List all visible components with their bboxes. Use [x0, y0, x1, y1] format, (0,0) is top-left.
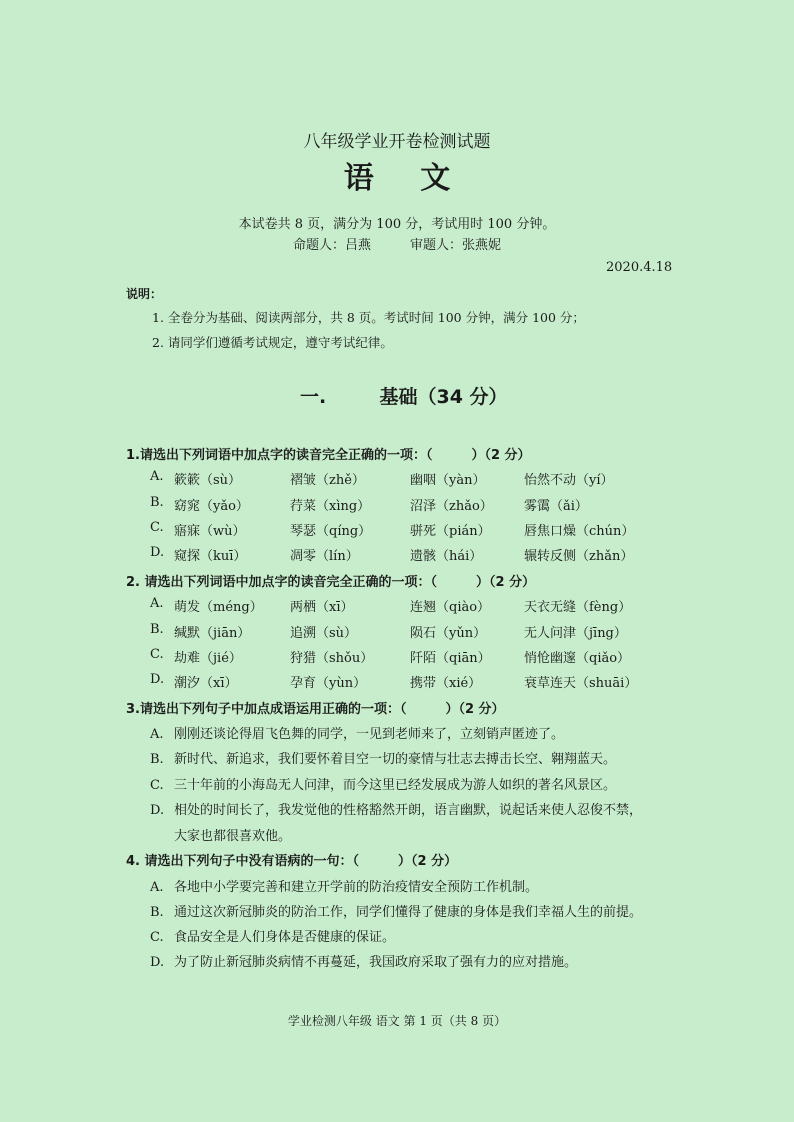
question-1-option-a: [150, 469, 670, 489]
option-item: 簌簌（sù）: [174, 473, 242, 488]
question-4-option-b: [150, 901, 642, 920]
question-4-option-a: [150, 876, 538, 895]
option-item: 无人问津（jīng）: [524, 626, 627, 641]
option-item: 唇焦口燥（chún）: [524, 524, 635, 539]
question-2-stem: 2. 请选出下列词语中加点字的读音完全正确的一项：（ ）（2 分）: [126, 575, 536, 590]
option-item: 怡然不动（yí）: [524, 473, 614, 488]
question-4-stem: 4. 请选出下列句子中没有语病的一句：（ ）（2 分）: [126, 854, 458, 869]
question-2-option-c: [150, 647, 670, 667]
option-item: 劫难（jié）: [174, 651, 242, 666]
option-item: 雾霭（ǎi）: [524, 499, 588, 514]
option-item: 追溯（sù）: [290, 626, 358, 641]
question-3-option-d: [150, 799, 642, 818]
exam-title: 语 文: [343, 161, 469, 196]
option-letter: D.: [150, 955, 165, 970]
exam-subtitle: 八年级学业开卷检测试题: [303, 132, 491, 152]
option-item: 窥探（kuī）: [174, 549, 247, 564]
option-item: 潮汐（xī）: [174, 676, 238, 691]
option-letter: A.: [150, 469, 164, 484]
question-2-option-d: [150, 672, 670, 692]
question-3-option-a: [150, 723, 564, 742]
option-item: 骈死（pián）: [410, 524, 491, 539]
option-letter: B.: [150, 622, 164, 637]
question-1-option-c: [150, 520, 670, 540]
option-item: 萌发（méng）: [174, 600, 263, 615]
question-3-option-c: [150, 774, 616, 793]
option-letter: D.: [150, 545, 165, 560]
page-footer: 学业检测八年级 语文 第 1 页（共 8 页）: [287, 1014, 507, 1028]
note-item-1: 1. 全卷分为基础、阅读两部分，共 8 页。考试时间 100 分钟，满分 100 分；: [152, 310, 585, 325]
option-letter: D.: [150, 672, 165, 687]
option-item: 荇菜（xìng）: [290, 499, 371, 514]
option-letter: C.: [150, 647, 164, 662]
option-letter: C.: [150, 520, 164, 535]
option-item: 遗骸（hái）: [410, 549, 483, 564]
notes-label: 说明：: [126, 287, 163, 301]
question-1-stem: 1.请选出下列词语中加点字的读音完全正确的一项：（ ）（2 分）: [126, 448, 531, 463]
option-letter: A.: [150, 727, 164, 742]
option-item: 狩猎（shǒu）: [290, 651, 374, 666]
option-text: 新时代、新追求，我们要怀着目空一切的豪情与壮志去搏击长空、翱翔蓝天。: [174, 752, 617, 767]
section-number: 一.: [300, 386, 327, 408]
option-item: 悄怆幽邃（qiǎo）: [524, 651, 631, 666]
question-2-option-a: [150, 596, 670, 616]
option-letter: B.: [150, 905, 164, 920]
section-heading: [300, 382, 508, 409]
option-text: 刚刚还谈论得眉飞色舞的同学，一见到老师来了，立刻销声匿迹了。: [174, 727, 565, 742]
note-item-2: 2. 请同学们遵循考试规定，遵守考试纪律。: [152, 335, 393, 350]
option-item: 辗转反侧（zhǎn）: [524, 549, 634, 564]
question-3-option-d-continuation: 大家也都很喜欢他。: [174, 829, 292, 844]
option-letter: D.: [150, 803, 165, 818]
option-item: 缄默（jiān）: [174, 626, 251, 641]
option-text: 食品安全是人们身体是否健康的保证。: [174, 930, 396, 945]
option-text: 为了防止新冠肺炎病情不再蔓延，我国政府采取了强有力的应对措施。: [174, 955, 578, 970]
exam-info-line-2: 命题人：吕燕 审题人：张燕妮: [292, 238, 501, 253]
question-3-option-b: [150, 748, 616, 767]
option-text: 相处的时间长了，我发觉他的性格豁然开朗，语言幽默，说起话来使人忍俊不禁，: [174, 803, 643, 818]
exam-info-line-1: 本试卷共 8 页，满分为 100 分，考试用时 100 分钟。: [238, 217, 556, 232]
option-item: 陨石（yǔn）: [410, 626, 487, 641]
section-title: 基础（34 分）: [379, 386, 508, 408]
option-item: 衰草连天（shuāi）: [524, 676, 638, 691]
option-letter: B.: [150, 495, 164, 510]
option-item: 寤寐（wù）: [174, 524, 246, 539]
option-item: 连翘（qiào）: [410, 600, 491, 615]
option-letter: B.: [150, 752, 164, 767]
question-1-option-b: [150, 495, 670, 515]
question-2-option-b: [150, 622, 670, 642]
option-item: 凋零（lín）: [290, 549, 359, 564]
question-4-option-c: [150, 926, 395, 945]
option-item: 携带（xié）: [410, 676, 482, 691]
option-item: 天衣无缝（fèng）: [524, 600, 632, 615]
option-text: 通过这次新冠肺炎的防治工作，同学们懂得了健康的身体是我们幸福人生的前提。: [174, 905, 643, 920]
option-letter: C.: [150, 930, 164, 945]
option-item: 褶皱（zhě）: [290, 473, 365, 488]
option-item: 两栖（xī）: [290, 600, 354, 615]
exam-date: 2020.4.18: [606, 260, 673, 275]
option-letter: A.: [150, 596, 164, 611]
option-text: 三十年前的小海岛无人问津，而今这里已经发展成为游人如织的著名风景区。: [174, 778, 617, 793]
question-3-stem: 3.请选出下列句子中加点成语运用正确的一项：（ ）（2 分）: [126, 702, 505, 717]
option-item: 窈窕（yǎo）: [174, 499, 249, 514]
option-item: 幽咽（yàn）: [410, 473, 486, 488]
question-4-option-d: [150, 951, 577, 970]
option-letter: A.: [150, 880, 164, 895]
option-text: 各地中小学要完善和建立开学前的防治疫情安全预防工作机制。: [174, 880, 539, 895]
option-item: 琴瑟（qíng）: [290, 524, 372, 539]
option-letter: C.: [150, 778, 164, 793]
option-item: 孕育（yùn）: [290, 676, 367, 691]
option-item: 沼泽（zhǎo）: [410, 499, 493, 514]
option-item: 阡陌（qiān）: [410, 651, 491, 666]
question-1-option-d: [150, 545, 670, 565]
